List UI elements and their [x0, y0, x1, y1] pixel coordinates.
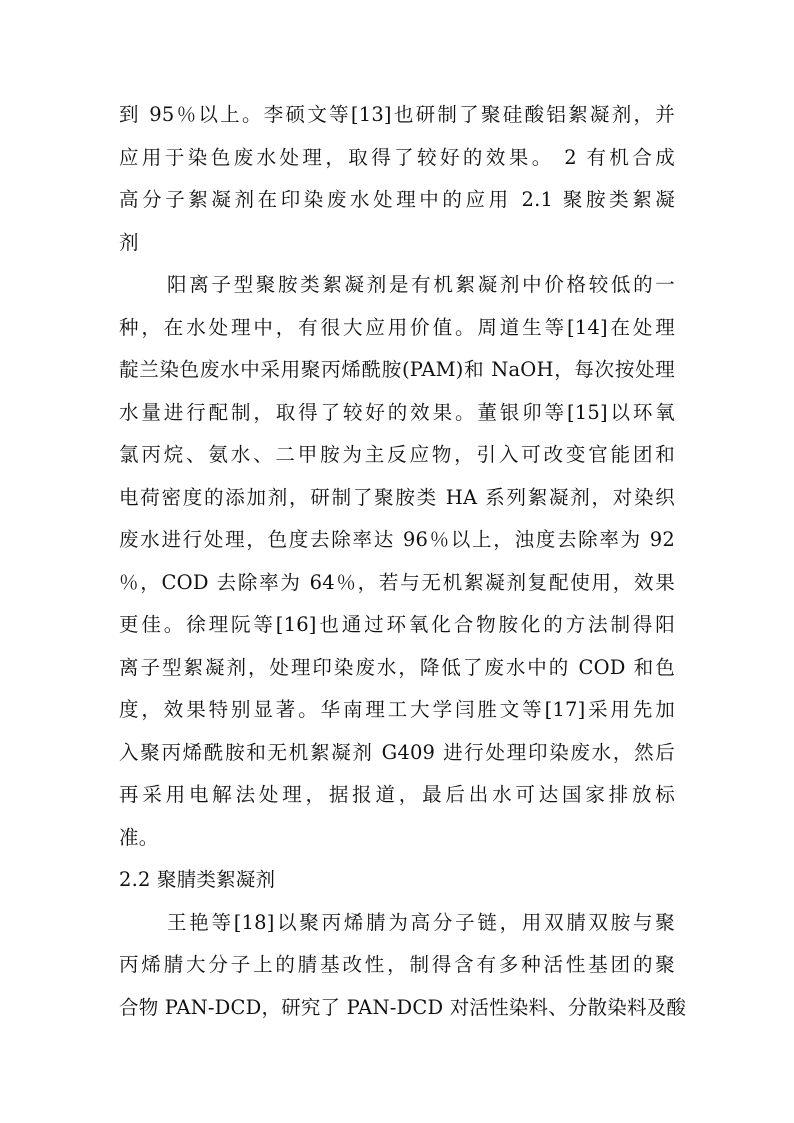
text-line: 合物 PAN-DCD，研究了 PAN-DCD 对活性染料、分散染料及酸 [119, 995, 687, 1019]
text-line: 高分子絮凝剂在印染废水处理中的应用 2.1 聚胺类絮凝 [119, 188, 675, 211]
text-line: 度，效果特别显著。华南理工大学闫胜文等[17]采用先加 [119, 698, 675, 721]
text-line: 到 95％以上。李硕文等[13]也研制了聚硅酸铝絮凝剂，并 [119, 103, 675, 126]
text-line: ％，COD 去除率为 64％，若与无机絮凝剂复配使用，效果 [119, 570, 675, 594]
text-line: 水量进行配制，取得了较好的效果。董银卯等[15]以环氧 [119, 400, 675, 424]
text-line: 靛兰染色废水中采用聚丙烯酰胺(PAM)和 NaOH，每次按处理 [119, 358, 675, 381]
section-heading: 2.2 聚腈类絮凝剂 [119, 868, 276, 891]
document-body [119, 94, 687, 1029]
text-line: 电荷密度的添加剂，研制了聚胺类 HA 系列絮凝剂，对染织 [119, 485, 675, 509]
text-line: 离子型絮凝剂，处理印染废水，降低了废水中的 COD 和色 [119, 655, 675, 679]
text-line: 准。 [119, 825, 159, 849]
text-line: 王艳等[18]以聚丙烯腈为高分子链，用双腈双胺与聚 [167, 910, 675, 934]
text-line: 更佳。徐理阮等[16]也通过环氧化合物胺化的方法制得阳 [119, 613, 675, 636]
text-line: 应用于染色废水处理，取得了较好的效果。 2 有机合成 [119, 145, 675, 169]
text-line: 入聚丙烯酰胺和无机絮凝剂 G409 进行处理印染废水，然后 [119, 740, 675, 764]
text-line: 再采用电解法处理，据报道，最后出水可达国家排放标 [119, 783, 675, 806]
text-line: 阳离子型聚胺类絮凝剂是有机絮凝剂中价格较低的一 [167, 273, 675, 296]
text-line: 种，在水处理中，有很大应用价值。周道生等[14]在处理 [119, 315, 675, 339]
text-line: 废水进行处理，色度去除率达 96％以上，浊度去除率为 92 [119, 528, 675, 551]
text-line: 丙烯腈大分子上的腈基改性，制得含有多种活性基团的聚 [119, 953, 675, 976]
text-line: 剂 [119, 230, 139, 254]
text-line: 氯丙烷、氨水、二甲胺为主反应物，引入可改变官能团和 [119, 443, 675, 466]
